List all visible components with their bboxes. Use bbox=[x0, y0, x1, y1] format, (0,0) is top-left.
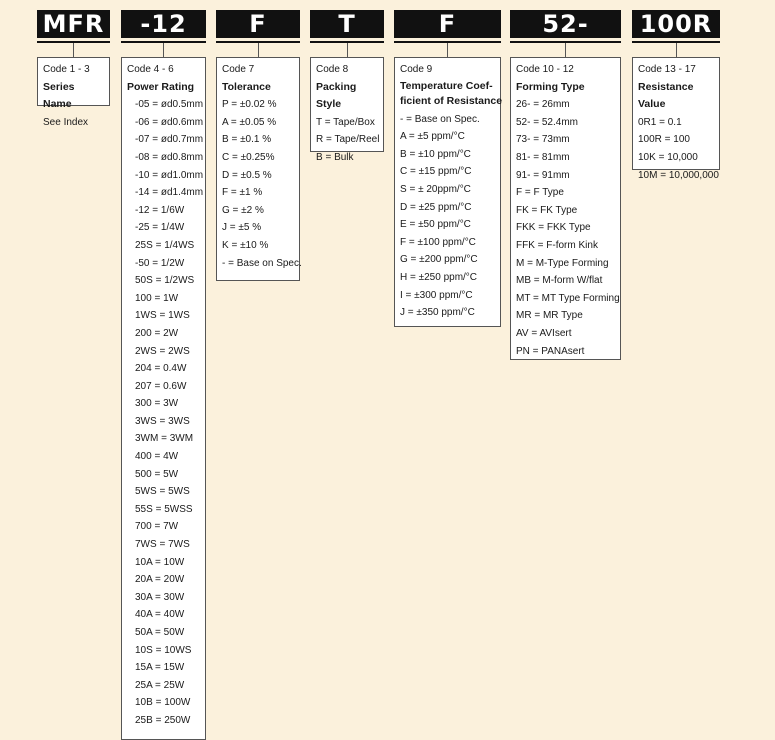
list-item: 5WS = 5WS bbox=[135, 486, 190, 498]
list-item: H = ±250 ppm/°C bbox=[400, 271, 478, 283]
list-item: 30A = 30W bbox=[135, 591, 185, 603]
list-item: -07 = ød0.7mm bbox=[135, 134, 204, 146]
code-range: Code 8 bbox=[316, 64, 349, 75]
column-power-rating bbox=[121, 10, 206, 740]
connector-line bbox=[347, 43, 348, 57]
connector-line bbox=[73, 43, 74, 57]
column-resistance-value bbox=[632, 10, 720, 181]
list-item: J = ±350 ppm/°C bbox=[400, 307, 475, 319]
list-item: P = ±0.02 % bbox=[222, 99, 277, 111]
list bbox=[222, 96, 302, 272]
list-item: 55S = 5WSS bbox=[135, 503, 193, 515]
list-item: 25S = 1/4WS bbox=[135, 239, 195, 251]
info-box bbox=[121, 57, 206, 740]
list-item: 10S = 10WS bbox=[135, 644, 192, 656]
list-item: K = ±10 % bbox=[222, 239, 269, 251]
list-item: 91- = 91mm bbox=[516, 169, 570, 181]
list-item: G = ±2 % bbox=[222, 204, 264, 216]
list-item: 50A = 50W bbox=[135, 627, 185, 638]
box-title: Forming Type bbox=[516, 80, 585, 93]
list-item: - = Base on Spec. bbox=[222, 257, 302, 269]
list-item: I = ±300 ppm/°C bbox=[400, 289, 473, 301]
list-item: F = ±100 ppm/°C bbox=[400, 236, 476, 248]
list-item: 500 = 5W bbox=[135, 468, 179, 480]
list-item: 100 = 1W bbox=[135, 292, 179, 304]
list-item: 10M = 10,000,000 bbox=[638, 169, 719, 181]
list-item: A = ±5 ppm/°C bbox=[400, 131, 465, 143]
list-item: MT = MT Type Forming bbox=[516, 292, 620, 304]
info-box bbox=[310, 57, 384, 163]
code-segment-header: F bbox=[216, 10, 300, 38]
list-item: -05 = ød0.5mm bbox=[135, 99, 204, 111]
list-item: 15A = 15W bbox=[135, 662, 185, 674]
list bbox=[638, 114, 719, 184]
list-item: -08 = ød0.8mm bbox=[135, 151, 204, 163]
list bbox=[127, 96, 204, 729]
list-item: F = ±1 % bbox=[222, 187, 263, 199]
code-range: Code 13 - 17 bbox=[638, 64, 696, 75]
list-item: 73- = 73mm bbox=[516, 134, 570, 146]
list-item: 100R = 100 bbox=[638, 134, 690, 146]
list-item: S = ± 20ppm/°C bbox=[400, 183, 471, 195]
column-temperature-coefficient bbox=[394, 10, 501, 327]
code-segment-header: MFR bbox=[37, 10, 110, 38]
list-item: -14 = ød1.4mm bbox=[135, 187, 204, 199]
column-tolerance bbox=[216, 10, 300, 281]
column-forming-type bbox=[510, 10, 621, 360]
list-item: D = ±0.5 % bbox=[222, 169, 272, 181]
list bbox=[400, 111, 495, 322]
list-item: 207 = 0.6W bbox=[135, 380, 187, 392]
list-item: F = F Type bbox=[516, 187, 564, 199]
list-item: 40A = 40W bbox=[135, 609, 185, 621]
connector-line bbox=[676, 43, 677, 57]
info-box bbox=[632, 57, 720, 181]
list-item: B = Bulk bbox=[316, 151, 354, 163]
code-segment-header: F bbox=[394, 10, 501, 38]
list-item: 26- = 26mm bbox=[516, 99, 570, 111]
list-item: 400 = 4W bbox=[135, 451, 179, 463]
list-item: G = ±200 ppm/°C bbox=[400, 254, 478, 266]
connector-line bbox=[258, 43, 259, 57]
box-title bbox=[400, 79, 503, 111]
list-item: FFK = F-form Kink bbox=[516, 239, 598, 251]
connector-line bbox=[565, 43, 566, 57]
box-title: Packing Style bbox=[316, 80, 357, 111]
box-title: Tolerance bbox=[222, 80, 271, 93]
box-title: Power Rating bbox=[127, 80, 195, 93]
list-item: 700 = 7W bbox=[135, 521, 179, 533]
box-title: Resistance Value bbox=[638, 80, 694, 111]
list-item: 204 = 0.4W bbox=[135, 363, 187, 375]
list-item: 52- = 52.4mm bbox=[516, 116, 578, 128]
code-segment-header: 52- bbox=[510, 10, 621, 38]
code-segment-header: -12 bbox=[121, 10, 206, 38]
info-box bbox=[37, 57, 110, 128]
list-item: 2WS = 2WS bbox=[135, 345, 190, 357]
list-item: 0R1 = 0.1 bbox=[638, 116, 682, 128]
list bbox=[516, 96, 620, 360]
code-range: Code 7 bbox=[222, 64, 255, 75]
list-item: FKK = FKK Type bbox=[516, 222, 591, 234]
info-box bbox=[394, 57, 501, 327]
list-item: 50S = 1/2WS bbox=[135, 275, 195, 287]
info-box bbox=[216, 57, 300, 281]
list-item: B = ±10 ppm/°C bbox=[400, 148, 471, 160]
list-item: 7WS = 7WS bbox=[135, 539, 190, 551]
list-item: A = ±0.05 % bbox=[222, 116, 277, 128]
list-item: -50 = 1/2W bbox=[135, 257, 185, 269]
list-item: -25 = 1/4W bbox=[135, 222, 185, 234]
code-segment-header: 100R bbox=[632, 10, 720, 38]
code-segment-header: T bbox=[310, 10, 384, 38]
list-item: M = M-Type Forming bbox=[516, 257, 609, 269]
code-range: Code 10 - 12 bbox=[516, 64, 574, 75]
list-item: 200 = 2W bbox=[135, 327, 179, 339]
list-item: 81- = 81mm bbox=[516, 151, 570, 163]
box-title-line-1: Temperature Coef- bbox=[400, 79, 493, 92]
list-item: 3WM = 3WM bbox=[135, 433, 194, 445]
list-item: 25A = 25W bbox=[135, 679, 185, 691]
connector-line bbox=[447, 43, 448, 57]
list-item: 20A = 20W bbox=[135, 574, 185, 586]
list-item: -06 = ød0.6mm bbox=[135, 116, 204, 128]
list-item: AV = AVIsert bbox=[516, 327, 572, 339]
list-item: 1WS = 1WS bbox=[135, 310, 190, 322]
list-item: See Index bbox=[43, 116, 89, 128]
list-item: FK = FK Type bbox=[516, 204, 578, 216]
info-box bbox=[510, 57, 621, 360]
list-item: R = Tape/Reel bbox=[316, 134, 380, 146]
list-item: T = Tape/Box bbox=[316, 116, 375, 128]
list-item: PN = PANAsert bbox=[516, 345, 585, 357]
box-title: Series Name bbox=[43, 80, 75, 111]
list-item: 10B = 100W bbox=[135, 697, 191, 709]
column-series-name bbox=[37, 10, 110, 128]
code-range: Code 1 - 3 bbox=[43, 64, 90, 75]
column-packing-style bbox=[310, 10, 384, 163]
list-item: - = Base on Spec. bbox=[400, 113, 480, 125]
list-item: 10K = 10,000 bbox=[638, 151, 698, 163]
list-item: MB = M-form W/flat bbox=[516, 275, 603, 287]
list-item: D = ±25 ppm/°C bbox=[400, 201, 472, 213]
code-range: Code 4 - 6 bbox=[127, 64, 174, 75]
list-item: -12 = 1/6W bbox=[135, 204, 185, 216]
list-item: 10A = 10W bbox=[135, 556, 185, 568]
code-range: Code 9 bbox=[400, 64, 433, 75]
box-title-line-2: ficient of Resistance bbox=[400, 94, 503, 107]
list-item: MR = MR Type bbox=[516, 310, 583, 322]
list-item: 300 = 3W bbox=[135, 398, 179, 410]
list-item: J = ±5 % bbox=[222, 222, 262, 234]
list-item: 3WS = 3WS bbox=[135, 415, 190, 427]
list-item: C = ±15 ppm/°C bbox=[400, 166, 472, 178]
connector-line bbox=[163, 43, 164, 57]
list-item: 25B = 250W bbox=[135, 714, 191, 726]
list-item: C = ±0.25% bbox=[222, 151, 275, 163]
list-item: -10 = ød1.0mm bbox=[135, 169, 204, 181]
list-item: B = ±0.1 % bbox=[222, 134, 272, 146]
list bbox=[316, 114, 378, 167]
list-item: E = ±50 ppm/°C bbox=[400, 219, 471, 231]
